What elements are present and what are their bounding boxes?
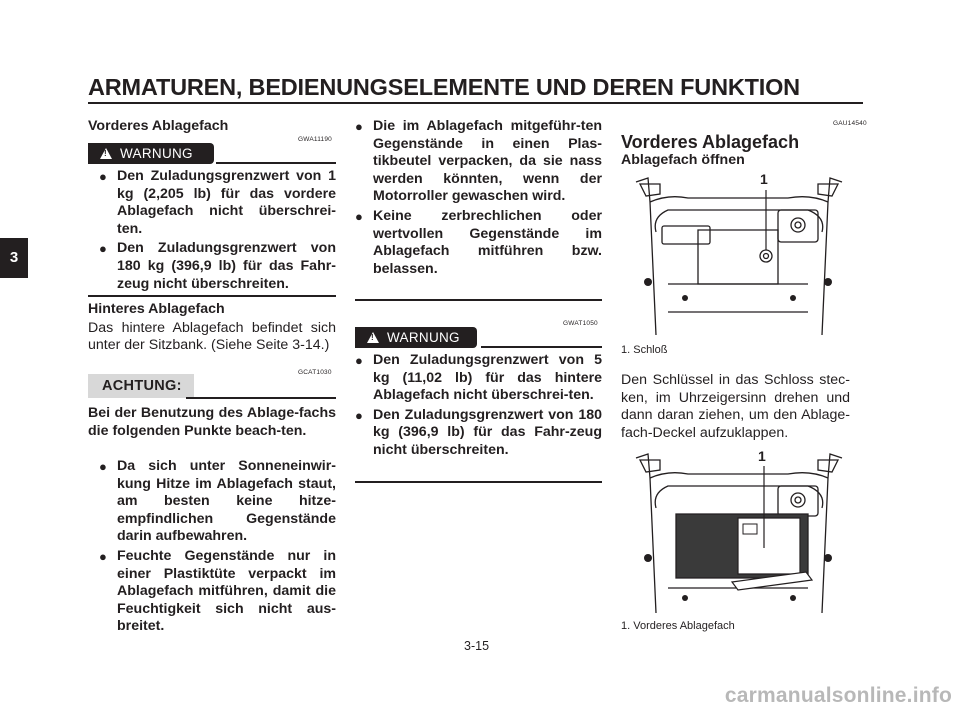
right-paragraph: Den Schlüssel in das Schloss stec-ken, im Uhrzeigersinn drehen und dann daran ziehen, um den Ablage-fach-Deckel aufzuklappen. — [621, 372, 850, 441]
bullet-item: ● Den Zuladungsgrenzwert von 180 kg (396,9 lb) für das Fahr-zeug nicht überschreiten. — [99, 240, 336, 293]
middle-top-bullets — [355, 118, 602, 278]
rear-compartment-section — [88, 301, 336, 355]
caution-text: Bei der Benutzung des Ablage-fachs die folgenden Punkte beach-ten. — [88, 405, 336, 439]
achtung-badge: ACHTUNG: — [88, 374, 194, 398]
page-number: 3-15 — [464, 639, 490, 653]
bullet-item: ● Feuchte Gegenstände nur in einer Plastiktüte verpackt im Ablagefach mitführen, damit die Feuchtigkeit sich nicht aus-breitet. — [99, 548, 336, 636]
heading-rear-compartment: Hinteres Ablagefach — [88, 301, 225, 317]
warning-bullets-2 — [355, 352, 602, 460]
warning-badge-1 — [88, 143, 214, 164]
code-gcat1030: GCAT1030 — [298, 369, 332, 376]
left-column — [88, 118, 336, 136]
chapter-tab: 3 — [0, 238, 28, 278]
warning-bullets-1 — [99, 168, 336, 293]
right-heading: Vorderes Ablagefach — [621, 132, 800, 152]
middle-rule-top — [355, 299, 602, 301]
warning-rule-2 — [481, 346, 602, 348]
warning-badge-2 — [355, 327, 477, 348]
bullet-item: ● Da sich unter Sonneneinwir-kung Hitze im Ablagefach staut, am besten keine hitze-empfindlichen Gegenstände darin aufbewahren. — [99, 458, 336, 546]
caution-bullets — [99, 458, 336, 636]
warning-triangle-icon — [100, 148, 112, 159]
warning-triangle-icon — [367, 332, 379, 343]
caption-front-compartment: 1. Vorderes Ablagefach — [621, 620, 735, 632]
watermark: carmanualsonline.info — [724, 684, 952, 707]
bullet-item: ● Keine zerbrechlichen oder wertvollen Gegenstände im Ablagefach mitführen bzw. belassen. — [355, 208, 602, 278]
bullet-item: ● Den Zuladungsgrenzwert von 180 kg (396,9 lb) für das Fahr-zeug nicht überschreiten. — [355, 407, 602, 460]
bullet-item: ● Die im Ablagefach mitgeführ-ten Gegenstände in einen Plas-tikbeutel verpacken, da sie nass werden könnten, wenn der Motorroller gewaschen wird. — [355, 118, 602, 206]
caption-lock: 1. Schloß — [621, 344, 668, 356]
warning-end-rule-1 — [88, 295, 336, 297]
warning-label: WARNUNG — [387, 330, 460, 345]
achtung-rule — [186, 397, 336, 399]
code-gwat1050: GWAT1050 — [563, 320, 598, 327]
code-gwa11190: GWA11190 — [298, 136, 332, 143]
bullet-item: ● Den Zuladungsgrenzwert von 5 kg (11,02 lb) für das hintere Ablagefach nicht überschrei-ten. — [355, 352, 602, 405]
illustration-lock — [628, 172, 850, 335]
right-subheading: Ablagefach öffnen — [621, 152, 745, 168]
illustration-front-compartment — [628, 448, 850, 613]
header-rule — [88, 102, 863, 104]
bullet-item: ● Den Zuladungsgrenzwert von 1 kg (2,205 lb) für das vordere Ablagefach nicht überschrei-ten. — [99, 168, 336, 238]
warning-rule-1 — [216, 162, 336, 164]
code-gau14540: GAU14540 — [833, 120, 867, 127]
callout-number-2: 1 — [758, 448, 766, 464]
rear-compartment-text: Das hintere Ablagefach befindet sich unter der Sitzbank. (Siehe Seite 3-14.) — [88, 319, 336, 354]
page-header-title: ARMATUREN, BEDIENUNGSELEMENTE UND DEREN FUNKTION — [88, 74, 800, 100]
callout-number-1: 1 — [760, 171, 768, 187]
warning-end-rule-2 — [355, 481, 602, 483]
warning-label: WARNUNG — [120, 146, 193, 161]
heading-front-compartment: Vorderes Ablagefach — [88, 118, 229, 134]
